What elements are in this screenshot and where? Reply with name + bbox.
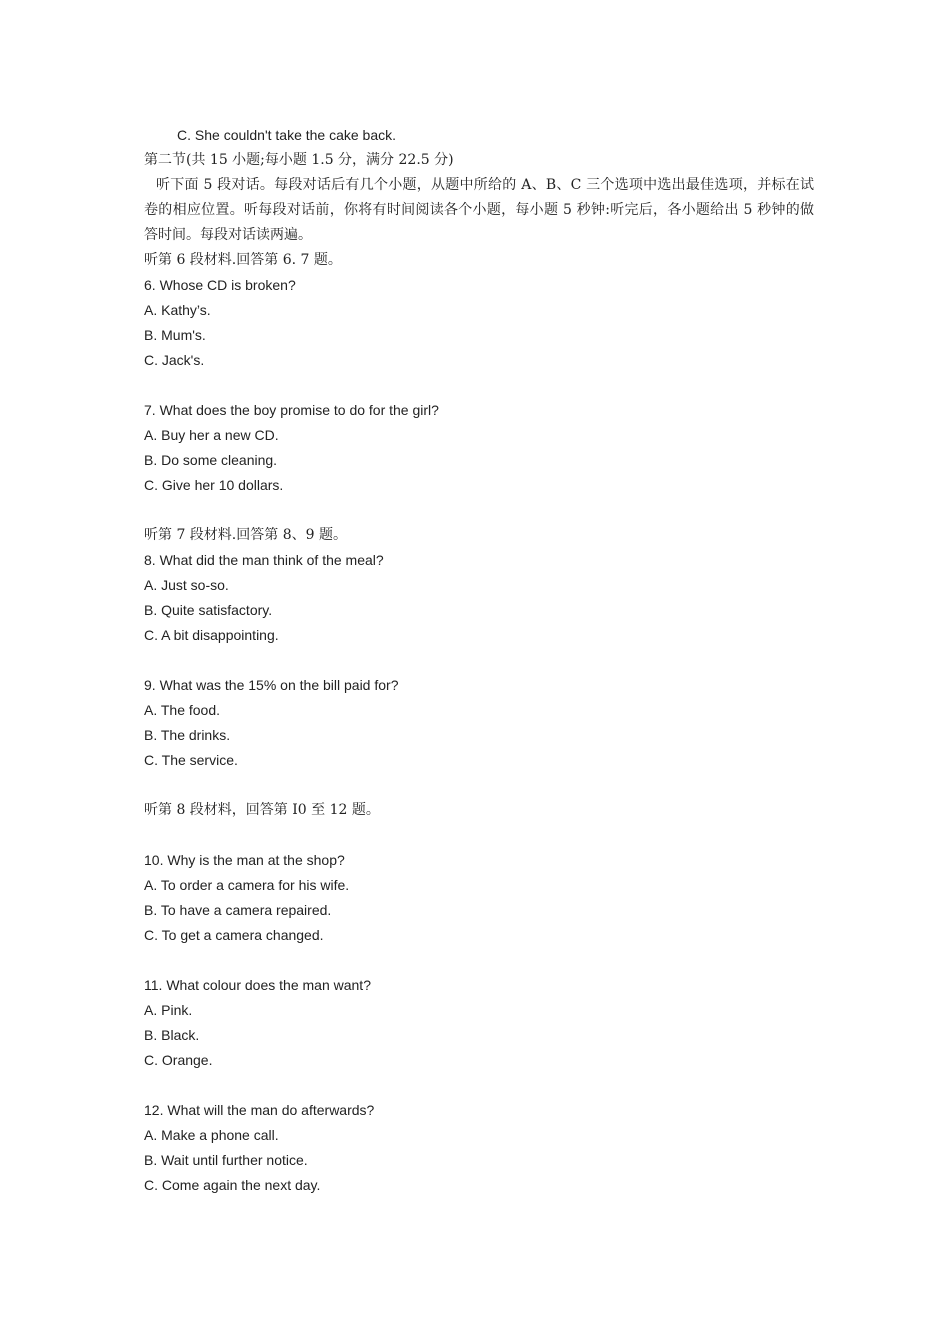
option-a: A. The food. (144, 702, 221, 718)
spacer (144, 773, 814, 798)
option-b: B. To have a camera repaired. (144, 902, 332, 918)
spacer (144, 373, 814, 398)
group-intro: 听第 6 段材料.回答第 6. 7 题。 (144, 252, 342, 268)
spacer (144, 648, 814, 673)
question-text: 11. What colour does the man want? (144, 977, 371, 993)
question-text: 6. Whose CD is broken? (144, 277, 296, 293)
section-heading: 第二节(共 15 小题;每小题 1.5 分，满分 22.5 分) (144, 152, 454, 168)
option-c: C. Orange. (144, 1052, 213, 1068)
question-text: 9. What was the 15% on the bill paid for? (144, 677, 399, 693)
option-c: C. Give her 10 dollars. (144, 477, 284, 493)
option-b: B. The drinks. (144, 727, 231, 743)
option-a: A. Buy her a new CD. (144, 427, 279, 443)
question-text: 10. Why is the man at the shop? (144, 852, 345, 868)
group-intro: 听第 8 段材料，回答第 I0 至 12 题。 (144, 802, 380, 818)
spacer (144, 823, 814, 848)
option-c: C. Come again the next day. (144, 1177, 321, 1193)
question-text: 12. What will the man do afterwards? (144, 1102, 375, 1118)
document-page (144, 123, 814, 1198)
option-c-carryover: C. She couldn't take the cake back. (177, 127, 397, 143)
spacer (144, 948, 814, 973)
option-a: A. To order a camera for his wife. (144, 877, 350, 893)
question-text: 7. What does the boy promise to do for the girl? (144, 402, 439, 418)
option-b: B. Mum's. (144, 327, 206, 343)
option-c: C. Jack's. (144, 352, 205, 368)
option-c: C. The service. (144, 752, 238, 768)
option-b: B. Wait until further notice. (144, 1152, 308, 1168)
section-instructions: 听下面 5 段对话。每段对话后有几个小题，从题中所给的 A、B、C 三个选项中选出最佳选项，并标在试卷的相应位置。听每段对话前，你将有时间阅读各个小题，每小题 5 秒钟:听完后，各小题给出 5 秒钟的做答时间。每段对话读两遍。 (144, 177, 814, 243)
option-a: A. Kathy’s. (144, 302, 211, 318)
spacer (144, 1073, 814, 1098)
option-b: B. Quite satisfactory. (144, 602, 273, 618)
option-a: A. Pink. (144, 1002, 193, 1018)
option-a: A. Just so-so. (144, 577, 229, 593)
question-text: 8. What did the man think of the meal? (144, 552, 384, 568)
option-c: C. A bit disappointing. (144, 627, 279, 643)
option-b: B. Black. (144, 1027, 200, 1043)
option-c: C. To get a camera changed. (144, 927, 324, 943)
option-a: A. Make a phone call. (144, 1127, 279, 1143)
group-intro: 听第 7 段材料.回答第 8、9 题。 (144, 527, 347, 543)
option-b: B. Do some cleaning. (144, 452, 278, 468)
spacer (144, 498, 814, 523)
